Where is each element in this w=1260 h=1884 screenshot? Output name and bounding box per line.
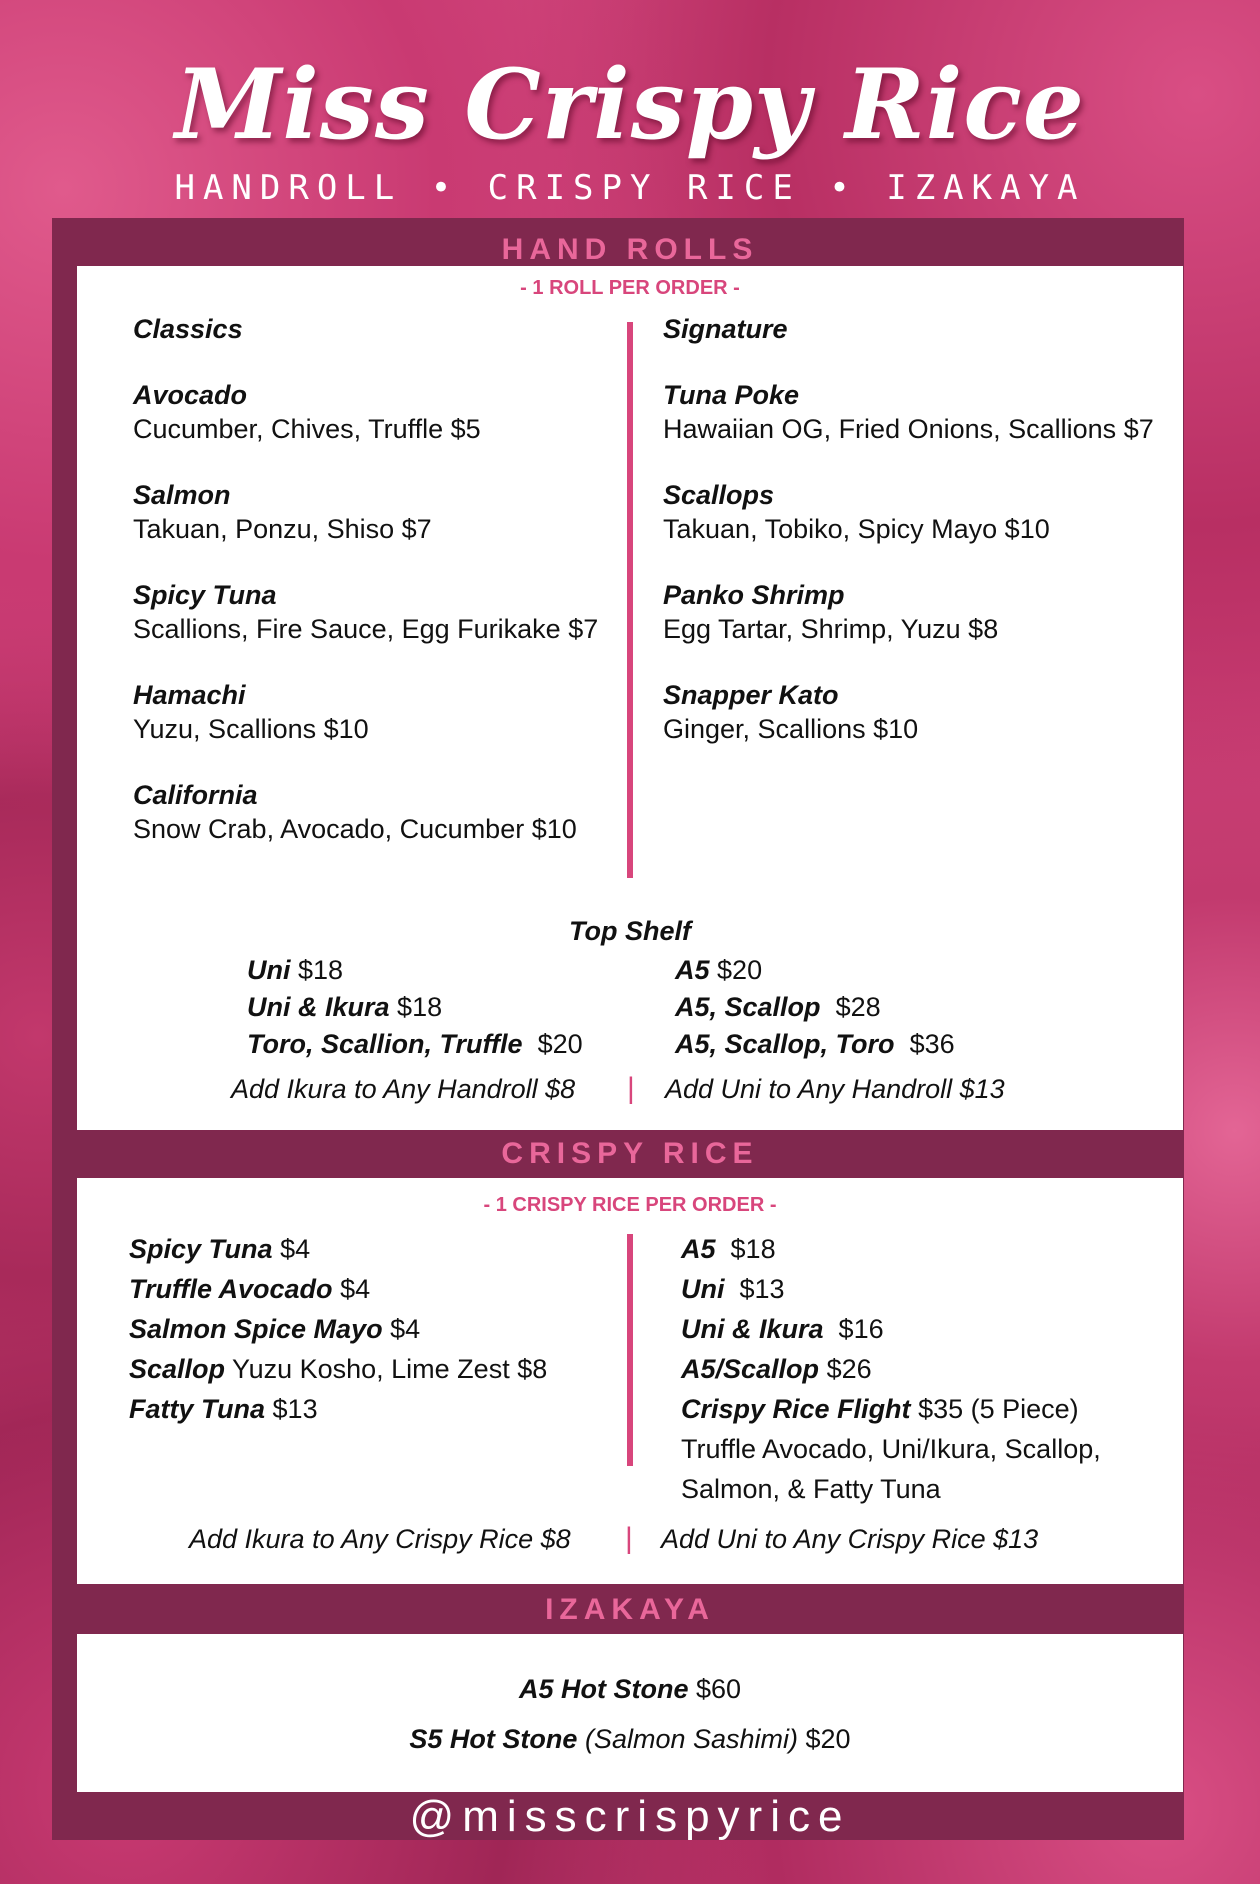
classics-heading: Classics [133, 314, 243, 344]
menu-item: Scallops Takuan, Tobiko, Spicy Mayo $10 [663, 480, 1050, 544]
menu-item: S5 Hot Stone (Salmon Sashimi) $20 [409, 1724, 851, 1754]
hand-rolls-header: HAND ROLLS [77, 226, 1183, 274]
menu-item: Crispy Rice Flight $35 (5 Piece) [681, 1394, 1079, 1424]
menu-item: A5, Scallop $28 [675, 992, 881, 1022]
signature-column [663, 312, 1183, 778]
menu-item: Tuna Poke Hawaiian OG, Fried Onions, Scallions $7 [663, 380, 1154, 444]
menu-item: Avocado Cucumber, Chives, Truffle $5 [133, 380, 481, 444]
menu-item: California Snow Crab, Avocado, Cucumber $10 [133, 780, 577, 844]
menu-item: Hamachi Yuzu, Scallions $10 [133, 680, 369, 744]
restaurant-subtitle: HANDROLL • CRISPY RICE • IZAKAYA [174, 168, 1086, 208]
top-shelf-right [675, 952, 955, 1063]
menu-item: Fatty Tuna $13 [129, 1394, 318, 1424]
social-handle: @misscrispyrice [409, 1792, 851, 1841]
menu-item: Uni & Ikura $16 [681, 1314, 884, 1344]
addon-separator: | [627, 1072, 635, 1105]
classics-column [133, 312, 653, 878]
crispy-ikura-addon: Add Ikura to Any Crispy Rice $8 [189, 1524, 571, 1554]
handroll-uni-addon: Add Uni to Any Handroll $13 [665, 1074, 1005, 1104]
menu-item: Snapper Kato Ginger, Scallions $10 [663, 680, 919, 744]
top-shelf-left [247, 952, 583, 1063]
menu-item: A5/Scallop $26 [681, 1354, 872, 1384]
menu-item: A5 $20 [675, 955, 763, 985]
column-divider [627, 1234, 633, 1466]
flight-description-line: Salmon, & Fatty Tuna [681, 1474, 941, 1504]
crispy-rice-left [129, 1229, 547, 1429]
crispy-rice-right [681, 1229, 1101, 1509]
menu-item: Panko Shrimp Egg Tartar, Shrimp, Yuzu $8 [663, 580, 999, 644]
handroll-ikura-addon: Add Ikura to Any Handroll $8 [231, 1074, 576, 1104]
crispy-rice-panel [77, 1178, 1183, 1584]
restaurant-title: Miss Crispy Rice [175, 48, 1085, 161]
flight-description-line: Truffle Avocado, Uni/Ikura, Scallop, [681, 1434, 1101, 1464]
izakaya-panel [77, 1634, 1183, 1792]
hand-rolls-panel [77, 266, 1183, 1130]
crispy-uni-addon: Add Uni to Any Crispy Rice $13 [661, 1524, 1039, 1554]
menu-item: Spicy Tuna Scallions, Fire Sauce, Egg Furikake $7 [133, 580, 599, 644]
menu-item: Uni $13 [681, 1274, 785, 1304]
menu-item: A5 Hot Stone $60 [518, 1674, 742, 1704]
menu-item: Spicy Tuna $4 [129, 1234, 311, 1264]
crispy-rice-note: - 1 CRISPY RICE PER ORDER - [483, 1194, 777, 1216]
menu-item: A5, Scallop, Toro $36 [675, 1029, 955, 1059]
addon-separator: | [625, 1522, 633, 1555]
menu-item: Toro, Scallion, Truffle $20 [247, 1029, 583, 1059]
column-divider [627, 322, 633, 878]
hand-rolls-note: - 1 ROLL PER ORDER - [520, 277, 740, 299]
menu-item: Scallop Yuzu Kosho, Lime Zest $8 [129, 1354, 548, 1384]
izakaya-header: IZAKAYA [77, 1586, 1183, 1634]
menu-item: A5 $18 [681, 1234, 776, 1264]
menu-item: Truffle Avocado $4 [129, 1274, 371, 1304]
menu-item: Salmon Spice Mayo $4 [129, 1314, 421, 1344]
crispy-rice-header: CRISPY RICE [77, 1130, 1183, 1178]
signature-heading: Signature [663, 314, 788, 344]
menu-item: Salmon Takuan, Ponzu, Shiso $7 [133, 480, 432, 544]
menu-item: Uni & Ikura $18 [247, 992, 443, 1022]
top-shelf-heading: Top Shelf [569, 916, 691, 946]
menu-item: Uni $18 [247, 955, 344, 985]
